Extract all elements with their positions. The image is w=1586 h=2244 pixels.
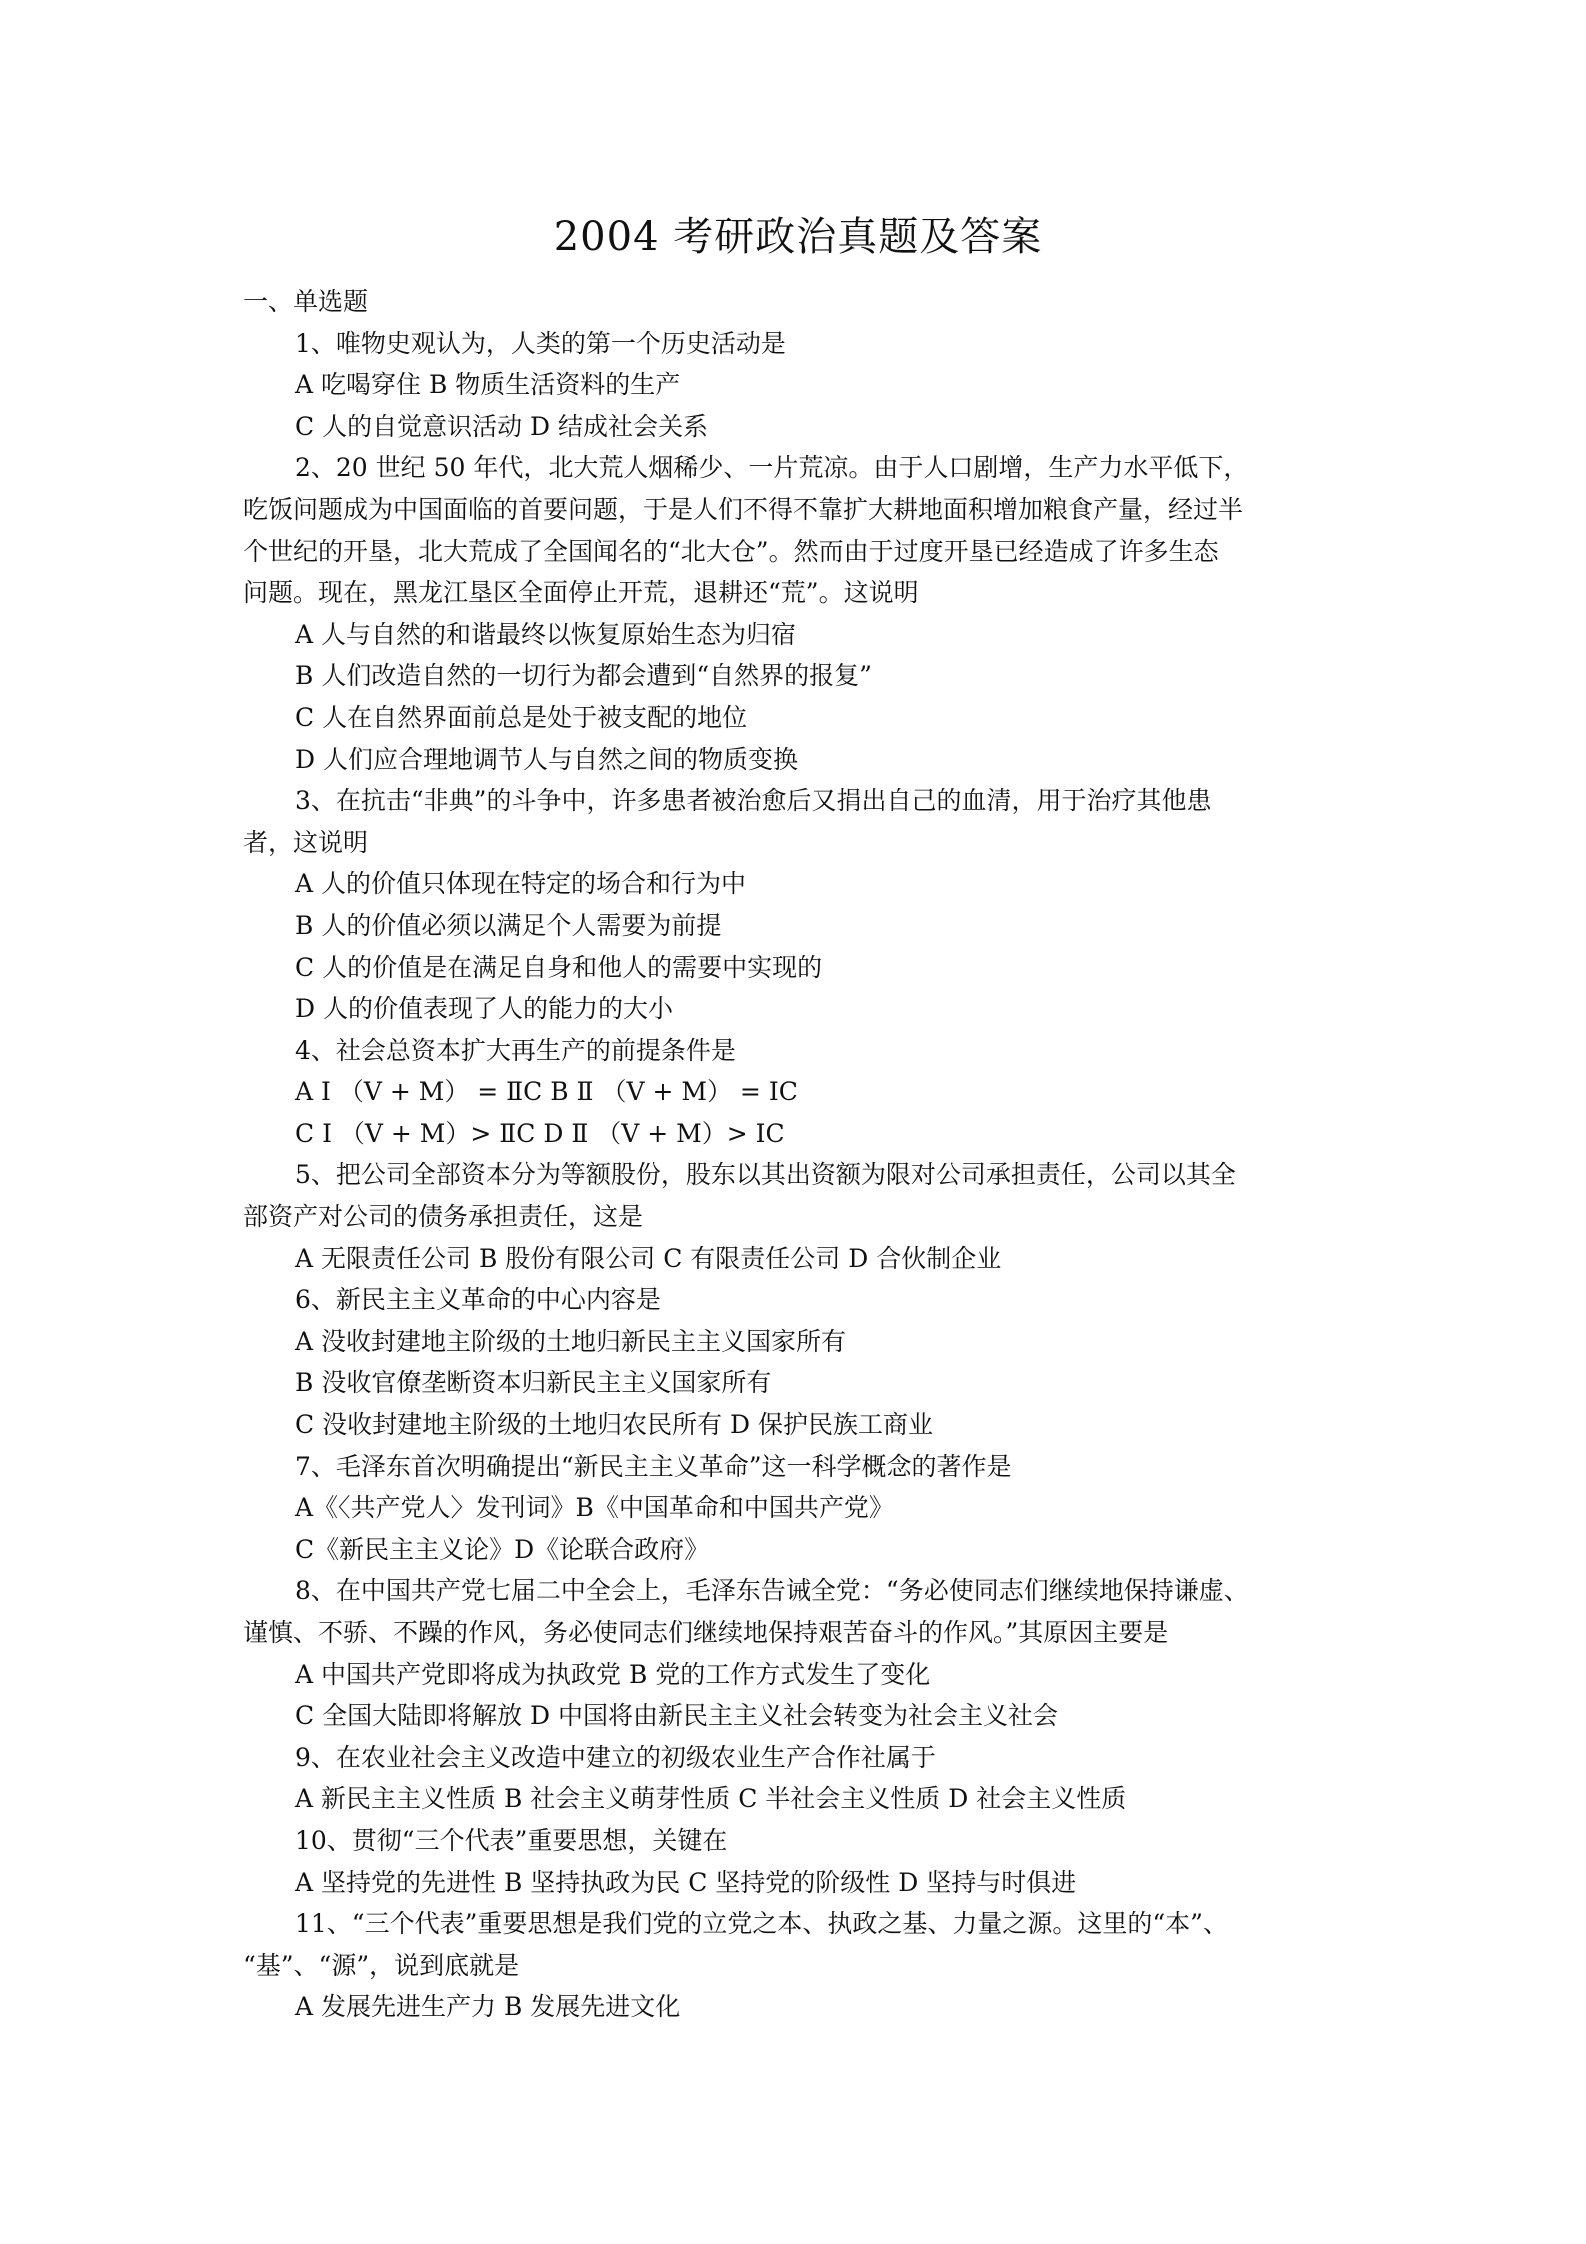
document-body <box>243 281 1353 2028</box>
text-line: A Ⅰ （V + M） = ⅡC B Ⅱ （V + M） = ⅠC <box>295 1077 798 1107</box>
text-line: C 人在自然界面前总是处于被支配的地位 <box>295 702 748 732</box>
text-line: 6、新民主主义革命的中心内容是 <box>295 1285 661 1315</box>
text-line: 个世纪的开垦，北大荒成了全国闻名的“北大仓”。然而由于过度开垦已经造成了许多生态 <box>243 536 1219 566</box>
text-line: B 人的价值必须以满足个人需要为前提 <box>295 910 722 940</box>
text-line: 1、唯物史观认为，人类的第一个历史活动是 <box>295 328 786 358</box>
text-line: A《〈共产党人〉发刊词》B《中国革命和中国共产党》 <box>295 1493 894 1523</box>
text-line: B 人们改造自然的一切行为都会遭到“自然界的报复” <box>295 661 872 691</box>
text-line: C《新民主主义论》D《论联合政府》 <box>295 1534 710 1564</box>
text-line: A 发展先进生产力 B 发展先进文化 <box>295 1992 681 2022</box>
text-line: A 吃喝穿住 B 物质生活资料的生产 <box>295 370 681 400</box>
text-line: 8、在中国共产党七届二中全会上，毛泽东告诫全党：“务必使同志们继续地保持谦虚、 <box>295 1576 1249 1606</box>
text-line: A 坚持党的先进性 B 坚持执政为民 C 坚持党的阶级性 D 坚持与时俱进 <box>295 1867 1077 1897</box>
text-line: 9、在农业社会主义改造中建立的初级农业生产合作社属于 <box>295 1742 936 1772</box>
document-page <box>243 205 1353 2028</box>
text-lines <box>243 323 1353 2028</box>
text-line: C 没收封建地主阶级的土地归农民所有 D 保护民族工商业 <box>295 1410 934 1440</box>
text-line: A 新民主主义性质 B 社会主义萌芽性质 C 半社会主义性质 D 社会主义性质 <box>295 1784 1127 1814</box>
text-line: A 无限责任公司 B 股份有限公司 C 有限责任公司 D 合伙制企业 <box>295 1243 1002 1273</box>
text-line: “基”、“源”，说到底就是 <box>243 1950 520 1980</box>
text-line: D 人的价值表现了人的能力的大小 <box>295 994 673 1024</box>
text-line: 2、20 世纪 50 年代，北大荒人烟稀少、一片荒凉。由于人口剧增，生产力水平低下， <box>295 453 1249 483</box>
text-line: 谨慎、不骄、不躁的作风，务必使同志们继续地保持艰苦奋斗的作风。”其原因主要是 <box>243 1618 1169 1647</box>
text-line: A 中国共产党即将成为执政党 B 党的工作方式发生了变化 <box>295 1659 931 1689</box>
text-line: 吃饭问题成为中国面临的首要问题，于是人们不得不靠扩大耕地面积增加粮食产量，经过半 <box>243 494 1244 524</box>
document-title: 2004 考研政治真题及答案 <box>553 214 1043 260</box>
text-line: B 没收官僚垄断资本归新民主主义国家所有 <box>295 1368 772 1398</box>
text-line: 部资产对公司的债务承担责任，这是 <box>243 1202 644 1232</box>
text-line: 10、贯彻“三个代表”重要思想，关键在 <box>295 1825 728 1855</box>
text-line: C 全国大陆即将解放 D 中国将由新民主主义社会转变为社会主义社会 <box>295 1701 1059 1731</box>
text-line: C 人的自觉意识活动 D 结成社会关系 <box>295 411 709 441</box>
text-line: A 人的价值只体现在特定的场合和行为中 <box>295 869 747 899</box>
text-line: 问题。现在，黑龙江垦区全面停止开荒，退耕还“荒”。这说明 <box>243 578 919 608</box>
text-line: 7、毛泽东首次明确提出“新民主主义革命”这一科学概念的著作是 <box>295 1451 1012 1481</box>
text-line: 4、社会总资本扩大再生产的前提条件是 <box>295 1035 736 1065</box>
text-line: A 没收封建地主阶级的土地归新民主主义国家所有 <box>295 1326 847 1356</box>
text-line: 3、在抗击“非典”的斗争中，许多患者被治愈后又捐出自己的血清，用于治疗其他患 <box>295 786 1212 816</box>
text-line: 11、“三个代表”重要思想是我们党的立党之本、执政之基、力量之源。这里的“本”、 <box>295 1909 1228 1939</box>
text-line: C Ⅰ （V + M）> ⅡC D Ⅱ （V + M）> ⅠC <box>295 1118 785 1148</box>
text-line: 5、把公司全部资本分为等额股份，股东以其出资额为限对公司承担责任，公司以其全 <box>295 1160 1236 1190</box>
section-heading: 一、单选题 <box>243 287 369 316</box>
text-line: A 人与自然的和谐最终以恢复原始生态为归宿 <box>295 619 797 649</box>
text-line: D 人们应合理地调节人与自然之间的物质变换 <box>295 744 798 774</box>
text-line: 者，这说明 <box>243 827 369 857</box>
text-line: C 人的价值是在满足自身和他人的需要中实现的 <box>295 952 823 982</box>
